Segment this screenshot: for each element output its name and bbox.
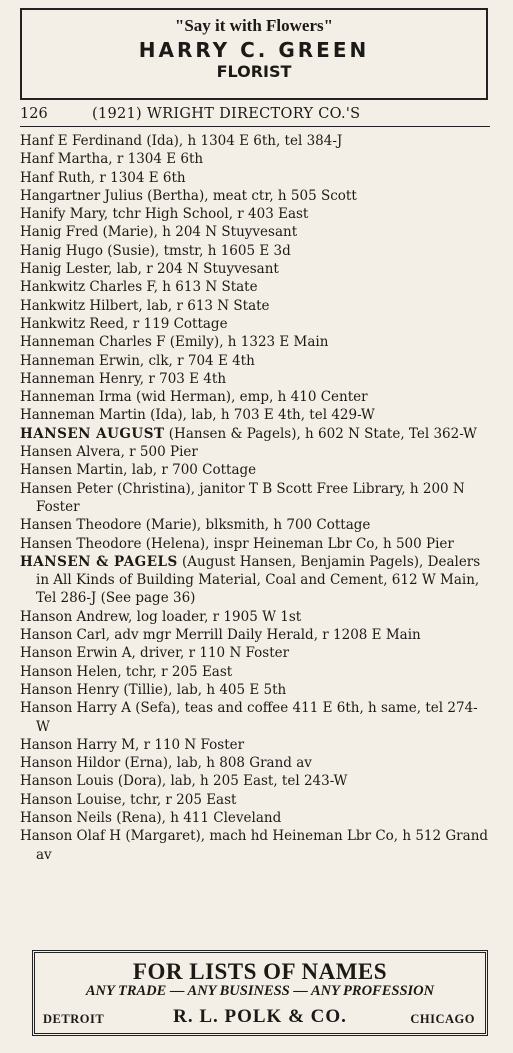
entry-text: Hanson Harry M, r 110 N Foster bbox=[20, 736, 245, 753]
directory-entry bbox=[20, 278, 490, 296]
entry-text: Hanify Mary, tchr High School, r 403 East bbox=[20, 206, 309, 223]
publication-title: (1921) WRIGHT DIRECTORY CO.'S bbox=[92, 106, 361, 122]
entry-bold-name: HANSEN AUGUST bbox=[20, 425, 165, 442]
directory-entry bbox=[20, 388, 490, 406]
directory-entry bbox=[20, 223, 490, 241]
entry-bold-name: HANSEN & PAGELS bbox=[20, 553, 178, 570]
ad-subheadline: ANY TRADE — ANY BUSINESS — ANY PROFESSION bbox=[85, 983, 435, 999]
entry-text: Hanson Harry A (Sefa), teas and coffee 411 E 6th, h same, tel 274-W bbox=[20, 700, 478, 735]
directory-entry bbox=[20, 205, 490, 223]
entry-text: Hanig Hugo (Susie), tmstr, h 1605 E 3d bbox=[20, 242, 291, 259]
page-number: 126 bbox=[20, 106, 48, 122]
entry-text: Hanneman Irma (wid Herman), emp, h 410 Center bbox=[20, 389, 368, 406]
entry-text: Hansen Theodore (Marie), blksmith, h 700 Cottage bbox=[20, 517, 371, 534]
directory-entry bbox=[20, 553, 490, 608]
entry-text: Hanf E Ferdinand (Ida), h 1304 E 6th, tel 384-J bbox=[20, 133, 343, 149]
directory-entry bbox=[20, 644, 490, 662]
entry-text: Hansen Peter (Christina), janitor T B Scott Free Library, h 200 N Foster bbox=[20, 480, 465, 515]
entry-text: Hankwitz Hilbert, lab, r 613 N State bbox=[20, 297, 270, 314]
directory-entry bbox=[20, 169, 490, 187]
entry-text: Hanig Lester, lab, r 204 N Stuyvesant bbox=[20, 261, 279, 278]
ad-business-type: FLORIST bbox=[216, 62, 292, 81]
entry-text: Hanson Andrew, log loader, r 1905 W 1st bbox=[20, 608, 302, 625]
ad-city-right: CHICAGO bbox=[410, 1012, 475, 1026]
directory-entry bbox=[20, 187, 490, 205]
directory-entry bbox=[20, 535, 490, 553]
entry-text: Hanson Hildor (Erna), lab, h 808 Grand av bbox=[20, 755, 312, 772]
directory-entry bbox=[20, 772, 490, 790]
ad-business-name: HARRY C. GREEN bbox=[138, 38, 370, 62]
entry-text: Hanf Martha, r 1304 E 6th bbox=[20, 151, 204, 168]
ad-footer bbox=[35, 1006, 485, 1032]
directory-entry bbox=[20, 425, 490, 443]
entry-text: Hanneman Erwin, clk, r 704 E 4th bbox=[20, 352, 255, 369]
florist-advertisement bbox=[20, 8, 488, 100]
entry-text: Hankwitz Charles F, h 613 N State bbox=[20, 279, 258, 296]
entry-text: Hanson Olaf H (Margaret), mach hd Heineman Lbr Co, h 512 Grand av bbox=[20, 828, 489, 863]
entry-text: Hanson Erwin A, driver, r 110 N Foster bbox=[20, 645, 290, 662]
ad-headline: FOR LISTS OF NAMES bbox=[132, 959, 388, 984]
entry-text: Hanneman Charles F (Emily), h 1323 E Main bbox=[20, 334, 329, 351]
directory-listing bbox=[20, 132, 490, 864]
directory-entry bbox=[20, 242, 490, 260]
directory-entry bbox=[20, 626, 490, 644]
directory-entry bbox=[20, 443, 490, 461]
directory-entry bbox=[20, 791, 490, 809]
directory-entry bbox=[20, 370, 490, 388]
entry-text: Hanson Louise, tchr, r 205 East bbox=[20, 791, 237, 808]
entry-text: Hanson Carl, adv mgr Merrill Daily Herald, r 1208 E Main bbox=[20, 627, 421, 644]
directory-entry bbox=[20, 315, 490, 333]
directory-entry bbox=[20, 736, 490, 754]
directory-entry bbox=[20, 827, 490, 864]
directory-entry bbox=[20, 352, 490, 370]
entry-text: (Hansen & Pagels), h 602 N State, Tel 362-W bbox=[164, 425, 477, 442]
entry-text: Hanneman Martin (Ida), lab, h 703 E 4th, tel 429-W bbox=[20, 407, 375, 424]
entry-text: (August Hansen, Benjamin Pagels), Dealers in All Kinds of Building Material, Coal and Cement, 612 W Main, Tel 286-J (See page 36) bbox=[36, 553, 481, 607]
directory-entry bbox=[20, 132, 490, 150]
entry-text: Hansen Theodore (Helena), inspr Heineman Lbr Co, h 500 Pier bbox=[20, 535, 454, 552]
entry-text: Hanson Neils (Rena), h 411 Cleveland bbox=[20, 809, 282, 826]
directory-entry bbox=[20, 406, 490, 424]
entry-text: Hanneman Henry, r 703 E 4th bbox=[20, 370, 227, 387]
directory-entry bbox=[20, 333, 490, 351]
directory-entry bbox=[20, 461, 490, 479]
entry-text: Hanig Fred (Marie), h 204 N Stuyvesant bbox=[20, 224, 298, 241]
directory-entry bbox=[20, 297, 490, 315]
directory-entry bbox=[20, 480, 490, 517]
entry-text: Hanson Henry (Tillie), lab, h 405 E 5th bbox=[20, 681, 287, 698]
entry-text: Hanson Helen, tchr, r 205 East bbox=[20, 663, 233, 680]
directory-entry bbox=[20, 516, 490, 534]
ad-city-left: DETROIT bbox=[43, 1012, 105, 1026]
directory-entry bbox=[20, 809, 490, 827]
entry-text: Hansen Martin, lab, r 700 Cottage bbox=[20, 462, 257, 479]
directory-entry bbox=[20, 150, 490, 168]
header-divider bbox=[20, 126, 490, 127]
entry-text: Hankwitz Reed, r 119 Cottage bbox=[20, 315, 228, 332]
ad-slogan: "Say it with Flowers" bbox=[174, 16, 334, 35]
entry-text: Hangartner Julius (Bertha), meat ctr, h 505 Scott bbox=[20, 187, 357, 204]
entry-text: Hansen Alvera, r 500 Pier bbox=[20, 444, 198, 461]
entry-text: Hanf Ruth, r 1304 E 6th bbox=[20, 169, 186, 186]
directory-entry bbox=[20, 260, 490, 278]
directory-entry bbox=[20, 754, 490, 772]
directory-entry bbox=[20, 681, 490, 699]
ad-company: R. L. POLK & CO. bbox=[173, 1006, 347, 1027]
directory-entry bbox=[20, 663, 490, 681]
polk-advertisement bbox=[32, 950, 488, 1036]
directory-entry bbox=[20, 699, 490, 736]
entry-text: Hanson Louis (Dora), lab, h 205 East, tel 243-W bbox=[20, 773, 348, 790]
directory-entry bbox=[20, 608, 490, 626]
